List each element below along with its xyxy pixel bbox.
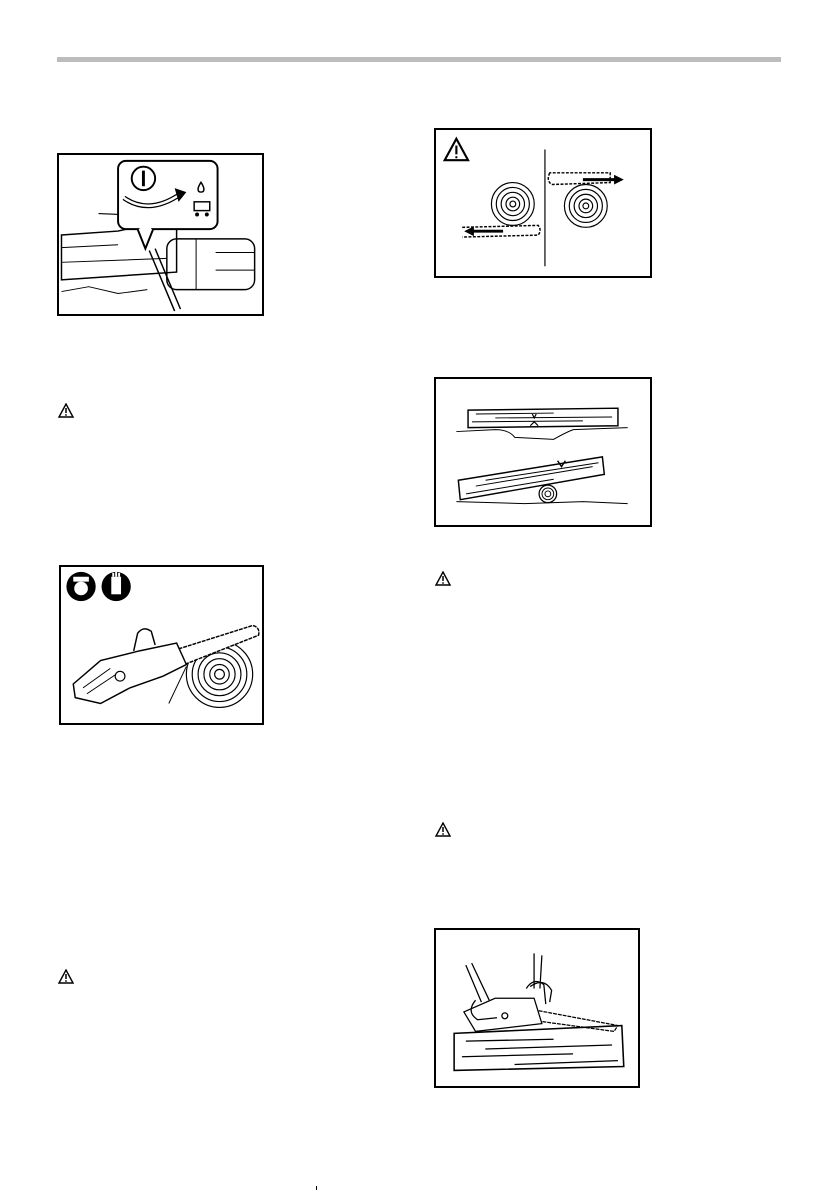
warning-icon xyxy=(58,403,74,418)
protective-gear-figure xyxy=(59,565,264,725)
warning-icon xyxy=(445,139,468,160)
oil-adjust-drawing xyxy=(59,155,262,314)
protective-gear-drawing xyxy=(61,567,262,723)
log-support-drawing xyxy=(436,379,650,525)
hands-on-saw-figure xyxy=(434,928,640,1088)
log-support-figure xyxy=(434,377,652,527)
warning-icon xyxy=(435,571,451,586)
log-cut-chain-direction-figure xyxy=(434,128,652,278)
glove-icon xyxy=(102,572,131,601)
footer-mark xyxy=(316,1186,317,1190)
helmet-icon xyxy=(66,572,95,601)
chain-direction-drawing xyxy=(436,130,650,276)
warning-icon xyxy=(435,822,451,837)
hands-on-saw-drawing xyxy=(436,930,638,1086)
warning-icon xyxy=(58,969,74,984)
header-rule xyxy=(57,57,781,62)
oil-adjust-figure xyxy=(57,153,264,316)
